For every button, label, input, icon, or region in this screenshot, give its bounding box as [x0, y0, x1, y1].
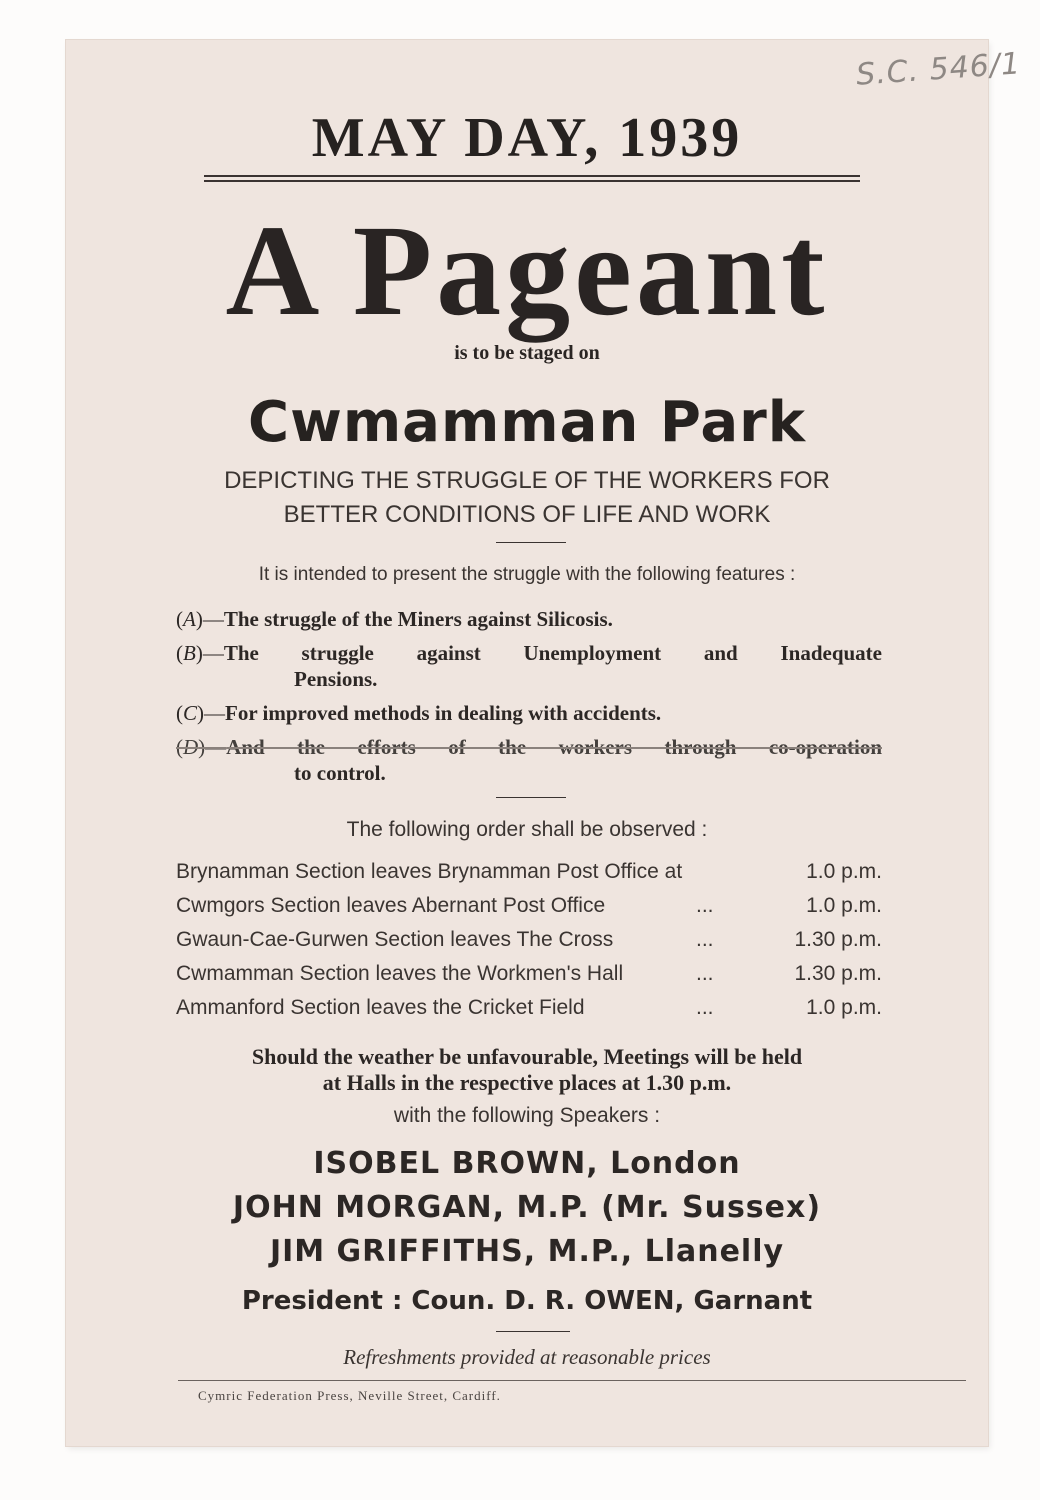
feature-b-continued: Pensions. — [294, 667, 378, 691]
section-row: Cwmamman Section leaves the Workmen's Hall ... 1.30 p.m. — [176, 962, 882, 985]
president-line: President : Coun. D. R. OWEN, Garnant — [241, 1286, 813, 1316]
refreshments-note: Refreshments provided at reasonable prices — [343, 1345, 711, 1369]
feature-c-text: For improved methods in dealing with accidents. — [225, 701, 662, 725]
divider-3 — [496, 1331, 570, 1332]
section-row: Cwmgors Section leaves Abernant Post Office ... 1.0 p.m. — [176, 894, 882, 917]
feature-a: (A)—The struggle of the Miners against Silicosis. — [176, 607, 613, 631]
venue-title: Cwmamman Park — [247, 390, 806, 455]
printer-imprint: Cymric Federation Press, Neville Street, Cardiff. — [198, 1388, 501, 1403]
divider-2 — [496, 797, 566, 798]
heading-rule-top — [204, 175, 860, 177]
archive-mark: S.C. 546/1 — [854, 46, 1023, 93]
weather-note — [66, 1044, 988, 1096]
main-title: A Pageant — [225, 199, 829, 343]
depicting-line-2: BETTER CONDITIONS OF LIFE AND WORK — [283, 501, 771, 528]
feature-b: (B)—The struggle against Unemployment and Inadequate — [176, 641, 882, 665]
features-intro: It is intended to present the struggle with the following features : — [258, 564, 796, 585]
feature-a-text: The struggle of the Miners against Silicosis. — [223, 607, 613, 631]
section-row: Ammanford Section leaves the Cricket Field ... 1.0 p.m. — [176, 996, 882, 1019]
weather-line-2: at Halls in the respective places at 1.30 p.m. — [322, 1070, 732, 1095]
staged-line: is to be staged on — [454, 342, 600, 364]
divider-1 — [496, 542, 566, 543]
speakers-intro: with the following Speakers : — [393, 1104, 661, 1127]
feature-d-text: And the efforts of the workers through co-operation — [226, 735, 882, 759]
order-intro: The following order shall be observed : — [346, 818, 708, 841]
weather-line-1: Should the weather be unfavourable, Meetings will be held — [251, 1044, 803, 1069]
feature-b-text: The struggle against Unemployment and Inadequate — [223, 641, 882, 665]
depicting-line-1: DEPICTING THE STRUGGLE OF THE WORKERS FOR — [224, 467, 830, 494]
feature-d-continued: to control. — [294, 761, 386, 785]
section-row: Brynamman Section leaves Brynamman Post Office at 1.0 p.m. — [176, 860, 882, 883]
speaker-3: JIM GRIFFITHS, M.P., Llanelly — [269, 1234, 785, 1269]
section-row: Gwaun-Cae-Gurwen Section leaves The Cross ... 1.30 p.m. — [176, 928, 882, 951]
heading-rule-bottom — [204, 180, 860, 182]
footer-rule — [178, 1380, 966, 1381]
speaker-2: JOHN MORGAN, M.P. (Mr. Sussex) — [232, 1190, 822, 1225]
speaker-1: ISOBEL BROWN, London — [313, 1146, 741, 1181]
heading: MAY DAY, 1939 — [311, 107, 743, 169]
depicting-text — [66, 464, 988, 532]
feature-c: (C)—For improved methods in dealing with accidents. — [176, 701, 662, 725]
feature-d: (D)—And the efforts of the workers through co-operation — [176, 735, 882, 759]
